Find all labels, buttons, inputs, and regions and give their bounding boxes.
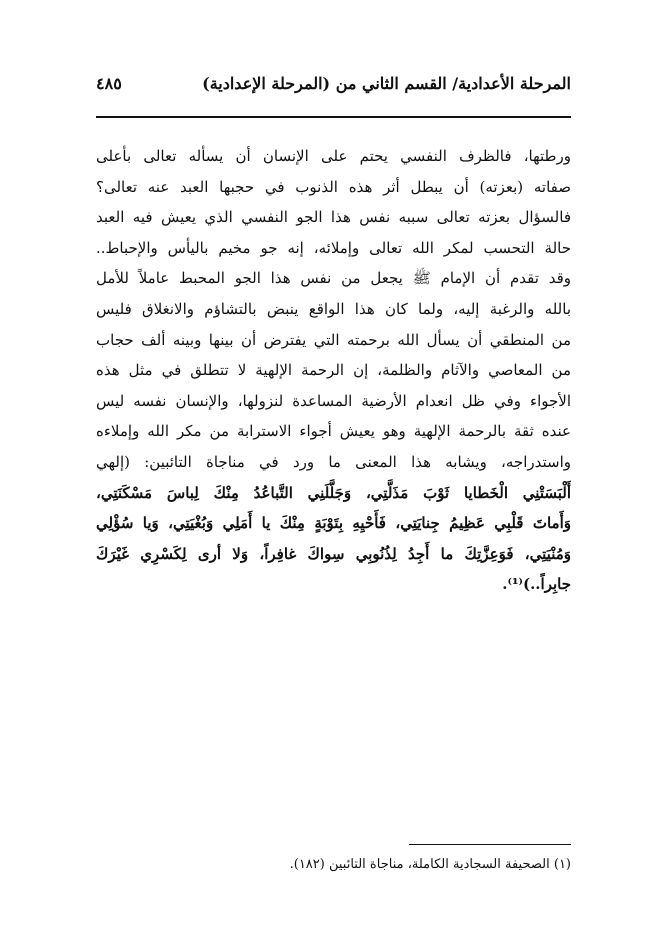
text-line: وقد تقدم أن الإمام ﷺ يجعل من نفس هذا الجو المحبط عاملاً للأمل (96, 269, 571, 288)
text-line: حالة التحسب لمكر الله تعالى وإملائه، إنه جو مخيم باليأس والإحباط.. (96, 238, 571, 257)
body-text (96, 141, 571, 600)
footnote-rule (409, 844, 571, 845)
text-line: ورطتها، فالظرف النفسي يحتم على الإنسان أن يسأله تعالى بأعلى (96, 147, 571, 165)
prayer-line: وَمُنْيَتِي، فَوَعِزَّتِكَ ما أَجِدُ لِذُنُوبِي سِواكَ غافِراً، وَلا أرى لِكَسْرِي غَيْرَكَ (96, 544, 571, 563)
text-line: بالله والرغبة إليه، ولما كان هذا الواقع ينبض بالتشاؤم والانغلاق فليس (96, 299, 571, 318)
page-number: ٤٨٥ (96, 74, 122, 93)
text-line: عنده ثقة بالرحمة الإلهية وهو يعيش أجواء الاسترابة من مكر الله وإملاءه (96, 422, 571, 441)
running-header (96, 70, 571, 100)
text-line: واستدراجه، ويشابه هذا المعنى ما ورد في مناجاة التائبين: (إلهي (96, 452, 571, 471)
text-line: من المعاصي والآثام والظلمة، إن الرحمة الإلهية لا تتطلق في مثل هذه (96, 361, 571, 380)
header-title: المرحلة الأعدادية/ القسم الثاني من (المرحلة الإعدادية) (202, 74, 571, 93)
text-line: فالسؤال بعزته تعالى سببه نفس هذا الجو النفسي الذي يعيش فيه العبد (96, 208, 571, 227)
prayer-line: أَلْبَسَتْنِي الْخَطايا ثَوْبَ مَذَلَّتِي، وَجَلَّلَنِي التَّباعُدُ مِنْكَ لِباسَ مَسْكَنَتِي، (96, 483, 571, 502)
header-rule (96, 116, 571, 118)
text-line: من المنطقي أن يسأل الله برحمته التي يفترض أن بينها وبينه ألف حجاب (96, 330, 571, 349)
prayer-line: وَأَماتَ قَلْبِي عَظِيمُ جِنايَتِي، فَأَحْيِهِ بِتَوْبَةٍ مِنْكَ يا أَمَلِي وَبُغْيَتِي، وَيا سُؤْلِي (96, 514, 571, 533)
text-line: صفاته (بعزته) أن يبطل أثر هذه الذنوب في حجبها العبد عنه تعالى؟ (96, 177, 571, 196)
footnote: (١) الصحيفة السجادية الكاملة، مناجاة التائبين (١٨٢). (289, 857, 571, 872)
prayer-closing-line: جابِراً..)⁽¹⁾. (502, 575, 571, 594)
text-line: الأجواء وفي ظل انعدام الأرضية المساعدة لنزولها، والإنسان نفسه ليس (96, 391, 571, 410)
